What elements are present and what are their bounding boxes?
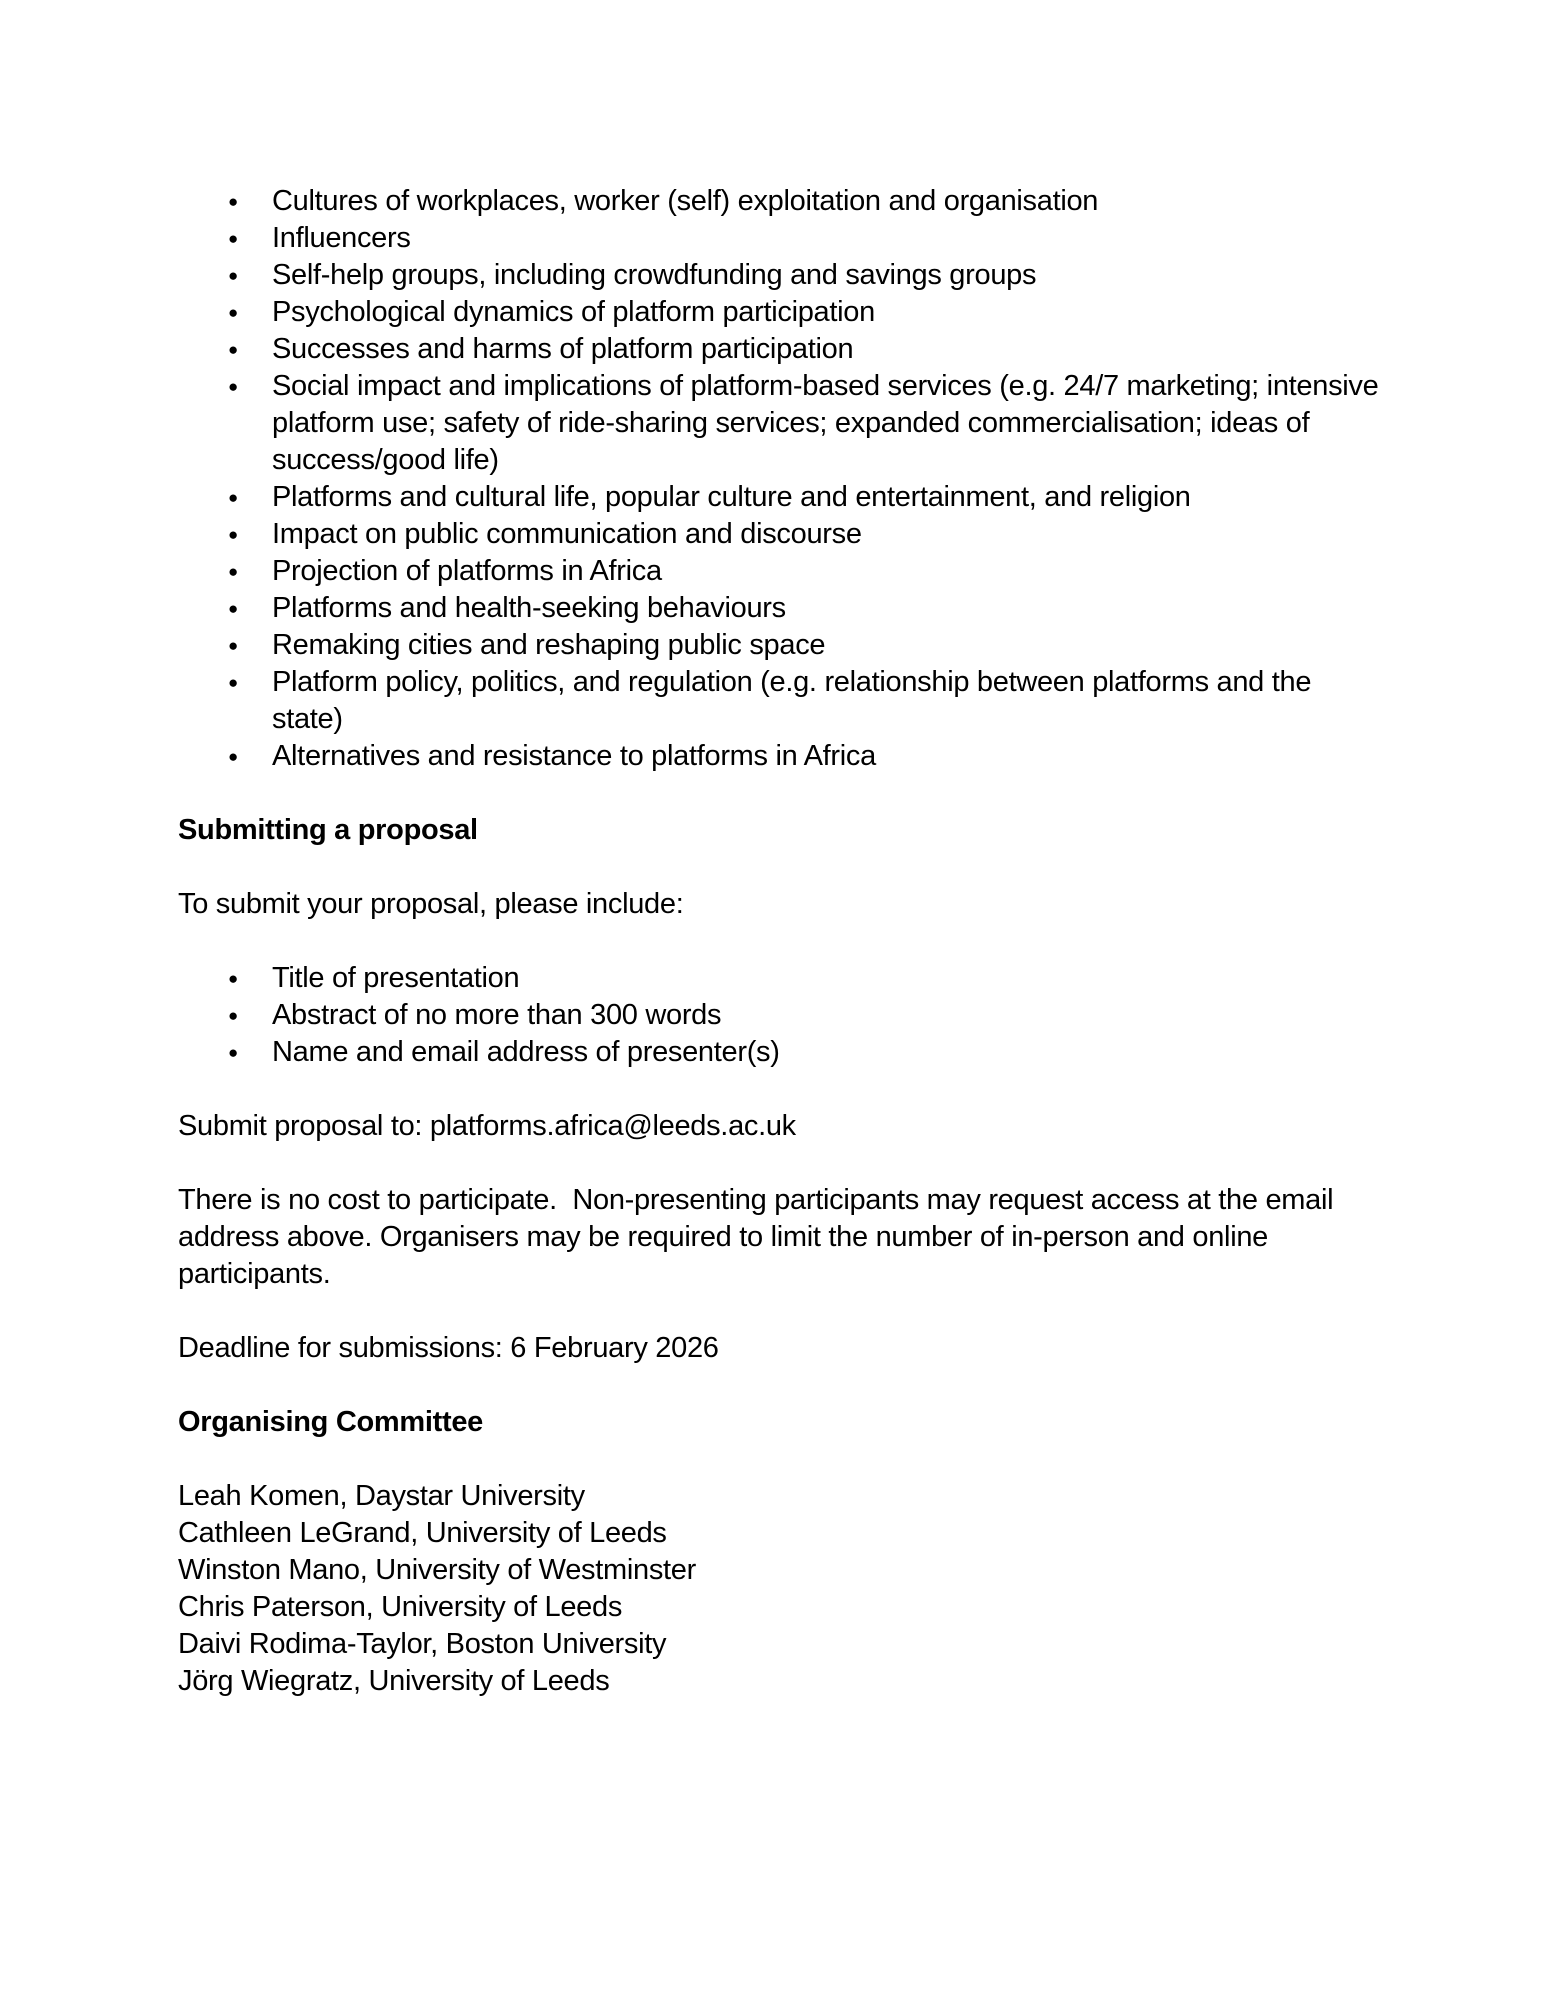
committee-member: Leah Komen, Daystar University (178, 1480, 585, 1512)
bullet-icon: ● (228, 377, 238, 396)
list-item (178, 257, 1485, 294)
list-item-text: Name and email address of presenter(s) (272, 1036, 780, 1068)
list-item (178, 516, 1485, 553)
committee-member: Chris Paterson, University of Leeds (178, 1591, 623, 1623)
list-item (178, 553, 1485, 590)
deadline-line: Deadline for submissions: 6 February 2026 (178, 1332, 719, 1364)
blank-line (178, 1441, 1485, 1478)
bullet-icon: ● (228, 192, 238, 211)
blank-line (178, 849, 1485, 886)
participation-paragraph-line: There is no cost to participate. Non-presenting participants may request access at the email (178, 1184, 1334, 1216)
list-item-text: Platforms and cultural life, popular culture and entertainment, and religion (272, 481, 1191, 513)
list-item-text: Cultures of workplaces, worker (self) exploitation and organisation (272, 185, 1099, 217)
committee-member: Daivi Rodima-Taylor, Boston University (178, 1628, 667, 1660)
list-item-text: Projection of platforms in Africa (272, 555, 662, 587)
list-item-text: Platforms and health-seeking behaviours (272, 592, 786, 624)
bullet-icon: ● (228, 303, 238, 322)
bullet-icon: ● (228, 1043, 238, 1062)
bullet-icon: ● (228, 747, 238, 766)
section-heading-committee: Organising Committee (178, 1406, 483, 1438)
list-item (178, 960, 1485, 997)
blank-line (178, 1367, 1485, 1404)
list-item-text: Social impact and implications of platform-based services (e.g. 24/7 marketing; intensive (272, 370, 1379, 402)
bullet-icon: ● (228, 229, 238, 248)
list-item-text: state) (272, 703, 343, 735)
list-item (178, 627, 1485, 664)
requirements-list (178, 960, 1485, 1071)
bullet-icon: ● (228, 673, 238, 692)
committee-member: Winston Mano, University of Westminster (178, 1554, 696, 1586)
committee-member: Jörg Wiegratz, University of Leeds (178, 1665, 610, 1697)
bullet-icon: ● (228, 1006, 238, 1025)
blank-line (178, 923, 1485, 960)
list-item (178, 590, 1485, 627)
list-item-text: Psychological dynamics of platform participation (272, 296, 875, 328)
participation-paragraph-line: address above. Organisers may be required to limit the number of in-person and online (178, 1221, 1268, 1253)
committee-member: Cathleen LeGrand, University of Leeds (178, 1517, 667, 1549)
list-item-text: Self-help groups, including crowdfunding and savings groups (272, 259, 1037, 291)
bullet-icon: ● (228, 525, 238, 544)
blank-line (178, 1293, 1485, 1330)
list-item-text: Platform policy, politics, and regulation (e.g. relationship between platforms and the (272, 666, 1312, 698)
bullet-icon: ● (228, 969, 238, 988)
blank-line (178, 775, 1485, 812)
participation-paragraph (178, 1182, 1485, 1293)
blank-line (178, 1071, 1485, 1108)
list-item (178, 183, 1485, 220)
bullet-icon: ● (228, 340, 238, 359)
list-item-text: Abstract of no more than 300 words (272, 999, 722, 1031)
bullet-icon: ● (228, 266, 238, 285)
list-item (178, 331, 1485, 368)
list-item (178, 997, 1485, 1034)
bullet-icon: ● (228, 562, 238, 581)
bullet-icon: ● (228, 599, 238, 618)
list-item (178, 368, 1485, 479)
bullet-icon: ● (228, 488, 238, 507)
list-item-text: Influencers (272, 222, 411, 254)
list-item (178, 220, 1485, 257)
topics-list (178, 183, 1485, 775)
list-item-text: Alternatives and resistance to platforms in Africa (272, 740, 876, 772)
submit-email-line: Submit proposal to: platforms.africa@leeds.ac.uk (178, 1110, 796, 1142)
list-item (178, 738, 1485, 775)
blank-line (178, 1145, 1485, 1182)
submit-intro-paragraph: To submit your proposal, please include: (178, 888, 684, 920)
list-item-text: Title of presentation (272, 962, 520, 994)
list-item-text: Remaking cities and reshaping public space (272, 629, 826, 661)
list-item-text: success/good life) (272, 444, 499, 476)
section-heading-submitting: Submitting a proposal (178, 814, 478, 846)
document-content (178, 183, 1485, 1700)
participation-paragraph-line: participants. (178, 1258, 331, 1290)
list-item-text: platform use; safety of ride-sharing services; expanded commercialisation; ideas of (272, 407, 1310, 439)
list-item-text: Impact on public communication and discourse (272, 518, 862, 550)
list-item (178, 1034, 1485, 1071)
list-item-text: Successes and harms of platform participation (272, 333, 854, 365)
committee-list (178, 1478, 1485, 1700)
list-item (178, 664, 1485, 738)
bullet-icon: ● (228, 636, 238, 655)
list-item (178, 294, 1485, 331)
list-item (178, 479, 1485, 516)
